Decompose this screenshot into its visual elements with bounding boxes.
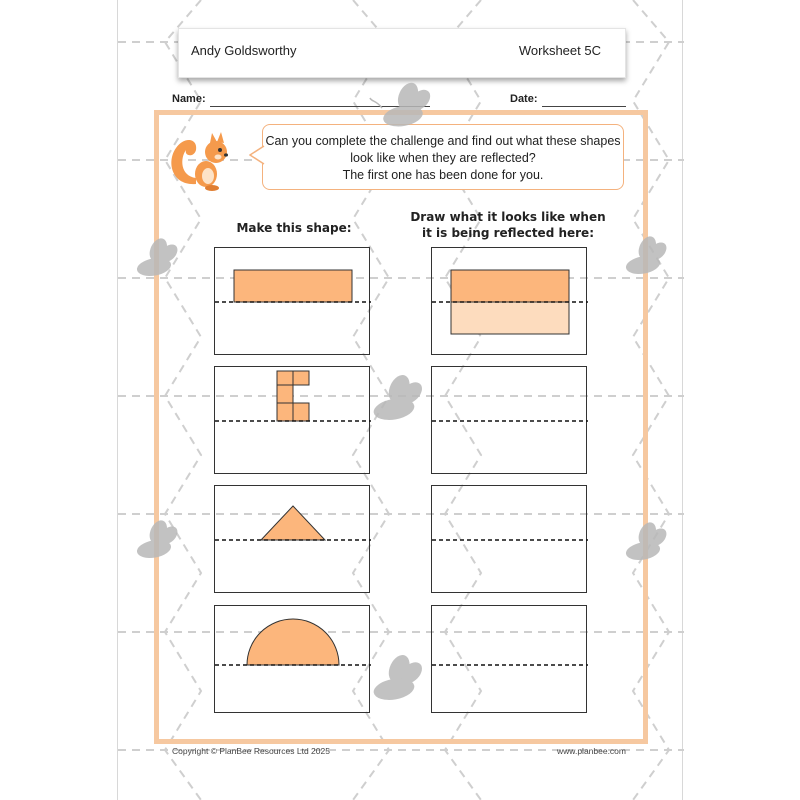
date-field[interactable]	[542, 106, 626, 107]
instruction-line: look like when they are reflected?	[350, 151, 536, 165]
header-box	[178, 28, 626, 78]
worksheet-number: Worksheet 5C	[518, 43, 601, 58]
reflection-box-block[interactable]	[431, 366, 587, 474]
bee-watermark-icon	[612, 520, 674, 570]
speech-bubble	[262, 124, 624, 190]
worksheet-page	[117, 0, 683, 800]
reflection-box-rectangle[interactable]	[431, 247, 587, 355]
shape-box-block	[214, 366, 370, 474]
semicircle-shape	[247, 619, 339, 665]
bee-watermark-icon	[358, 652, 430, 712]
shape-box-semicircle	[214, 605, 370, 713]
date-label: Date:	[510, 93, 538, 105]
author-name: Andy Goldsworthy	[191, 43, 297, 58]
bee-watermark-icon	[123, 236, 185, 286]
reflection-box-semicircle[interactable]	[431, 605, 587, 713]
rectangle-reflection	[451, 302, 569, 334]
left-column-heading: Make this shape:	[236, 221, 352, 235]
triangle-shape	[261, 506, 325, 540]
bee-watermark-icon	[368, 80, 438, 138]
squirrel-icon	[166, 122, 238, 194]
instruction-line: The first one has been done for you.	[342, 168, 544, 182]
name-label: Name:	[172, 93, 206, 105]
bee-watermark-icon	[123, 518, 185, 568]
copyright-text: Copyright © PlanBee Resources Ltd 2025	[172, 746, 330, 756]
bee-watermark-icon	[358, 372, 430, 432]
shape-box-rectangle	[214, 247, 370, 355]
right-column-heading: Draw what it looks like when it is being reflected here:	[410, 210, 606, 240]
shape-box-triangle	[214, 485, 370, 593]
bee-watermark-icon	[612, 234, 674, 284]
instruction-line: Can you complete the challenge and find out what these shapes	[265, 134, 621, 148]
website-link[interactable]: www.planbee.com	[557, 746, 626, 756]
rectangle-shape	[234, 270, 352, 302]
reflection-box-triangle[interactable]	[431, 485, 587, 593]
rectangle-shape	[451, 270, 569, 302]
block-letter-shape	[277, 371, 309, 421]
